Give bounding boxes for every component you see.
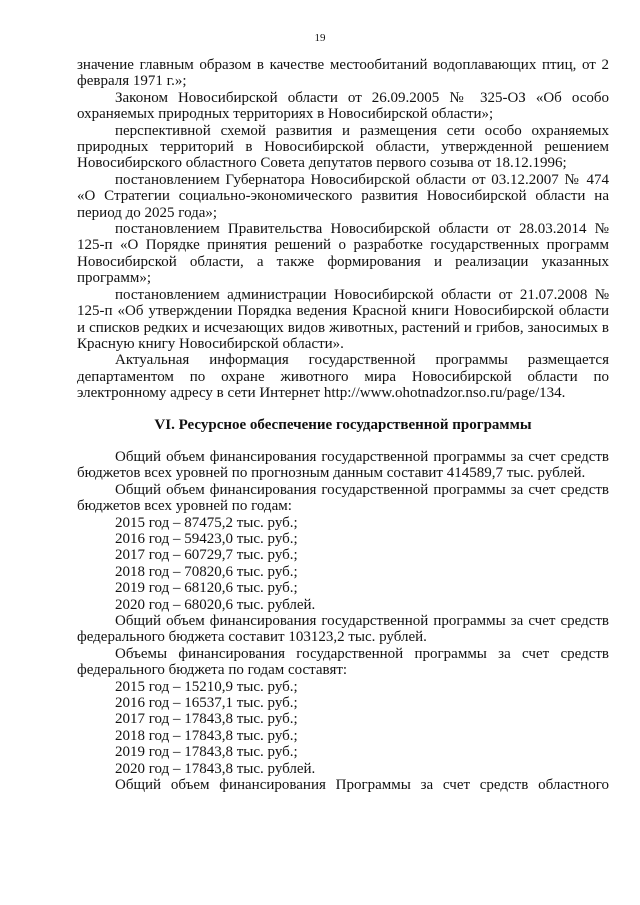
- list-item: 2017 год – 17843,8 тыс. руб.;: [115, 711, 298, 728]
- paragraph-administration-decree-125p: постановлением администрации Новосибирской области от 21.07.2008 № 125-п «Об утверждении Порядка ведения Красной книги Новосибирской области и списков редких и исчезающих видов животных, растений и грибов, заносимых в Красную книгу Новосибирской области».: [77, 286, 609, 352]
- paragraph-government-decree-125p: постановлением Правительства Новосибирской области от 28.03.2014 № 125-п «О Порядке принятия решений о разработке государственных программ Новосибирской области, а также формирования и реализации указанных программ»;: [77, 221, 609, 287]
- list-item: 2020 год – 68020,6 тыс. рублей.: [115, 596, 316, 613]
- paragraph-federal-total: Общий объем финансирования государственной программы за счет средств федерального бюджета составит 103123,2 тыс. рублей.: [77, 613, 609, 646]
- list-item: 2016 год – 16537,1 тыс. руб.;: [115, 695, 298, 712]
- paragraph-federal-by-year-intro: Объемы финансирования государственной программы за счет средств федерального бюджета по годам составят:: [77, 645, 609, 679]
- list-item: 2016 год – 59423,0 тыс. руб.;: [115, 530, 298, 547]
- list-funding-federal: [77, 679, 609, 777]
- list-item: 2017 год – 60729,7 тыс. руб.;: [115, 547, 298, 564]
- document-body: [77, 57, 609, 793]
- page-number: 19: [314, 32, 326, 44]
- paragraph-regional-funding-start: Общий объем финансирования Программы за счет средств областного: [115, 777, 609, 794]
- list-item: 2019 год – 68120,6 тыс. руб.;: [115, 580, 298, 597]
- paragraph-perspective-scheme: перспективной схемой развития и размещения сети особо охраняемых природных территорий в Новосибирской области, утвержденной решением Новосибирского областного Совета депутатов первого созыва от 18.12.1996;: [77, 122, 609, 172]
- section-heading: VI. Ресурсное обеспечение государственной программы: [154, 416, 532, 433]
- paragraph-funding-total: Общий объем финансирования государственной программы за счет средств бюджетов всех уровней по прогнозным данным составит 414589,7 тыс. рублей.: [77, 448, 609, 482]
- paragraph-ramsar-convention: значение главным образом в качестве местообитаний водоплавающих птиц, от 2 февраля 1971 г.»;: [77, 57, 609, 90]
- paragraph-governor-decree-474: постановлением Губернатора Новосибирской области от 03.12.2007 № 474 «О Стратегии социально-экономического развития Новосибирской области на период до 2025 года»;: [77, 171, 609, 221]
- list-item: 2018 год – 17843,8 тыс. руб.;: [115, 727, 298, 744]
- list-item: 2019 год – 17843,8 тыс. руб.;: [115, 744, 298, 761]
- list-item: 2020 год – 17843,8 тыс. рублей.: [115, 760, 316, 777]
- paragraph-funding-by-year-intro: Общий объем финансирования государственной программы за счет средств бюджетов всех уровней по годам:: [77, 481, 609, 515]
- list-funding-all-levels: [77, 515, 609, 613]
- list-item: 2018 год – 70820,6 тыс. руб.;: [115, 563, 298, 580]
- list-item: 2015 год – 87475,2 тыс. руб.;: [115, 514, 298, 531]
- list-item: 2015 год – 15210,9 тыс. руб.;: [115, 678, 298, 695]
- paragraph-law-325-oz: Законом Новосибирской области от 26.09.2005 № 325-ОЗ «Об особо охраняемых природных территориях в Новосибирской области»;: [77, 89, 609, 123]
- paragraph-program-info-website: Актуальная информация государственной программы размещается департаментом по охране животного мира Новосибирской области по электронному адресу в сети Интернет http://www.ohotnadzor.nso.ru/page/134.: [77, 352, 609, 402]
